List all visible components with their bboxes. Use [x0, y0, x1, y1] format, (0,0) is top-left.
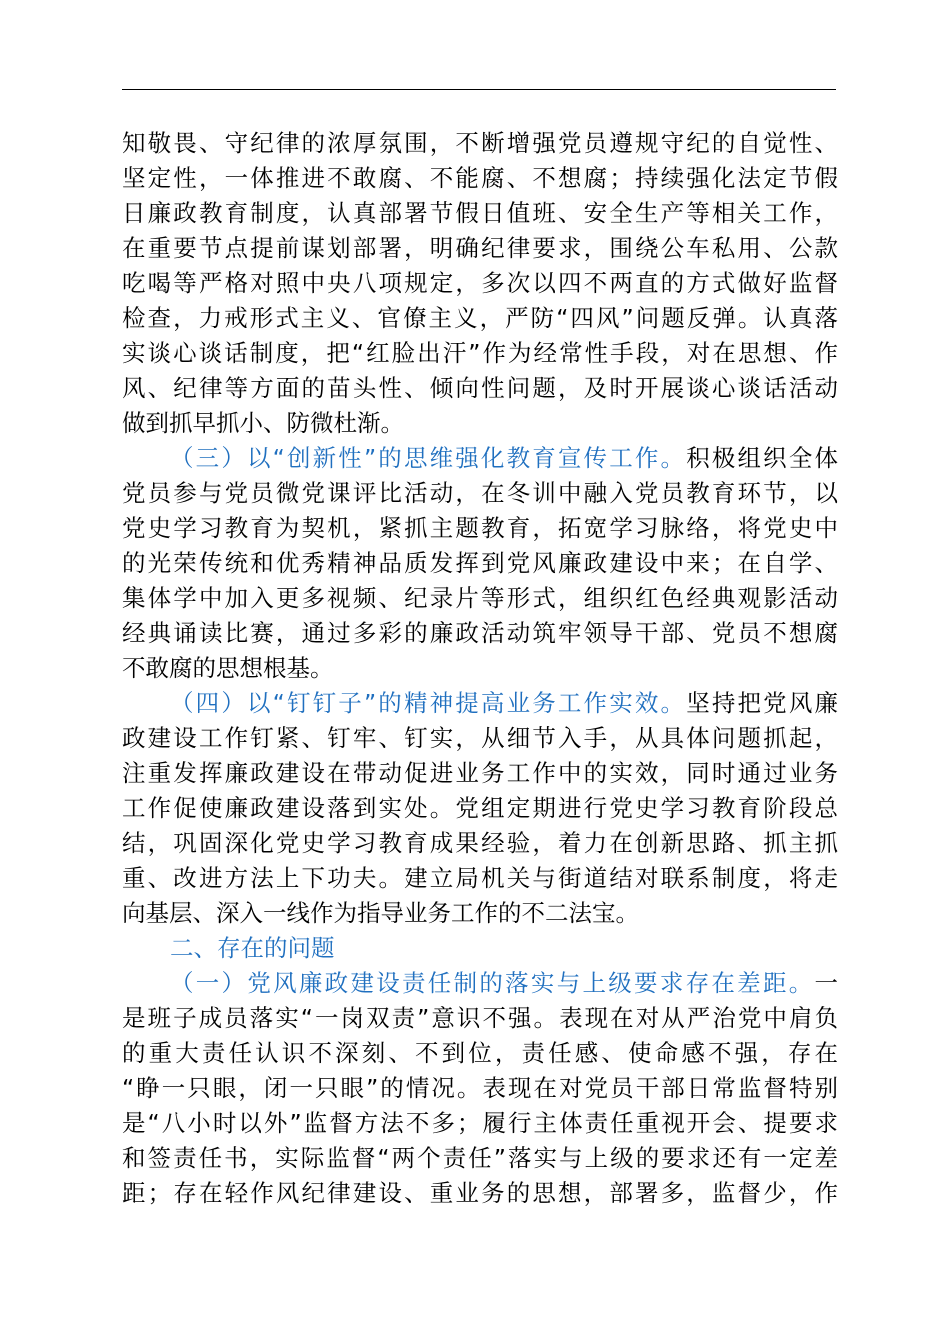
text-line: 结，巩固深化党史学习教育成果经验，着力在创新思路、抓主抓 — [122, 829, 838, 857]
paragraph-first-line — [122, 931, 838, 966]
paragraph-continuation — [122, 126, 838, 441]
text-line: 和签责任书，实际监督“两个责任”落实与上级的要求还有一定差 — [122, 1144, 838, 1172]
text-line: 党员参与党员微党课评比活动，在冬训中融入党员教育环节，以 — [122, 479, 838, 507]
text-line: 向基层、深入一线作为指导业务工作的不二法宝。 — [122, 899, 639, 927]
text-line: 是“八小时以外”监督方法不多；履行主体责任重视开会、提要求 — [122, 1109, 838, 1137]
text-line: 注重发挥廉政建设在带动促进业务工作中的实效，同时通过业务 — [122, 759, 838, 787]
text-line: 是班子成员落实“一岗双责”意识不强。表现在对从严治党中肩负 — [122, 1004, 838, 1032]
section-heading: （四）以“钉钉子”的精神提高业务工作实效。 — [170, 689, 687, 717]
section-heading: （一）党风廉政建设责任制的落实与上级要求存在差距。 — [170, 969, 815, 997]
paragraph-first-line — [122, 686, 838, 721]
text-line: 做到抓早抓小、防微杜渐。 — [122, 409, 404, 437]
paragraph-section-1 — [122, 966, 838, 1211]
text-line: 在重要节点提前谋划部署，明确纪律要求，围绕公车私用、公款 — [122, 234, 838, 262]
text-line: 检查，力戒形式主义、官僚主义，严防“四风”问题反弹。认真落 — [122, 304, 838, 332]
text-line: 日廉政教育制度，认真部署节假日值班、安全生产等相关工作， — [122, 199, 838, 227]
text-line: 风、纪律等方面的苗头性、倾向性问题，及时开展谈心谈话活动 — [122, 374, 838, 402]
paragraph-first-line — [122, 441, 838, 476]
text-line: 重、改进方法上下功夫。建立局机关与街道结对联系制度，将走 — [122, 864, 838, 892]
heading-followup-text: 积极组织全体 — [686, 444, 838, 472]
text-line: “睁一只眼，闭一只眼”的情况。表现在对党员干部日常监督特别 — [122, 1074, 838, 1102]
text-line: 工作促使廉政建设落到实处。党组定期进行党史学习教育阶段总 — [122, 794, 838, 822]
paragraph-first-line — [122, 966, 838, 1001]
text-line: 不敢腐的思想根基。 — [122, 654, 334, 682]
paragraph-section-4 — [122, 686, 838, 931]
text-line: 坚定性，一体推进不敢腐、不能腐、不想腐；持续强化法定节假 — [122, 164, 838, 192]
section-heading: 二、存在的问题 — [170, 934, 335, 962]
text-line: 政建设工作钉紧、钉牢、钉实，从细节入手，从具体问题抓起， — [122, 724, 838, 752]
header-rule — [122, 89, 836, 90]
text-line: 实谈心谈话制度，把“红脸出汗”作为经常性手段，对在思想、作 — [122, 339, 838, 367]
text-line: 党史学习教育为契机，紧抓主题教育，拓宽学习脉络，将党史中 — [122, 514, 838, 542]
text-line: 经典诵读比赛，通过多彩的廉政活动筑牢领导干部、党员不想腐 — [122, 619, 838, 647]
heading-followup-text: 坚持把党风廉 — [686, 689, 838, 717]
text-line: 的光荣传统和优秀精神品质发挥到党风廉政建设中来；在自学、 — [122, 549, 838, 577]
document-body — [122, 126, 838, 1211]
text-line: 吃喝等严格对照中央八项规定，多次以四不两直的方式做好监督 — [122, 269, 838, 297]
section-title-problems — [122, 931, 838, 966]
text-line: 集体学中加入更多视频、纪录片等形式，组织红色经典观影活动 — [122, 584, 838, 612]
section-heading: （三）以“创新性”的思维强化教育宣传工作。 — [170, 444, 687, 472]
text-line: 的重大责任认识不深刻、不到位，责任感、使命感不强，存在 — [122, 1039, 838, 1067]
text-line: 距；存在轻作风纪律建设、重业务的思想，部署多，监督少，作 — [122, 1179, 838, 1207]
paragraph-section-3 — [122, 441, 838, 686]
text-line: 知敬畏、守纪律的浓厚氛围，不断增强党员遵规守纪的自觉性、 — [122, 129, 838, 157]
heading-followup-text: 一 — [814, 969, 838, 997]
